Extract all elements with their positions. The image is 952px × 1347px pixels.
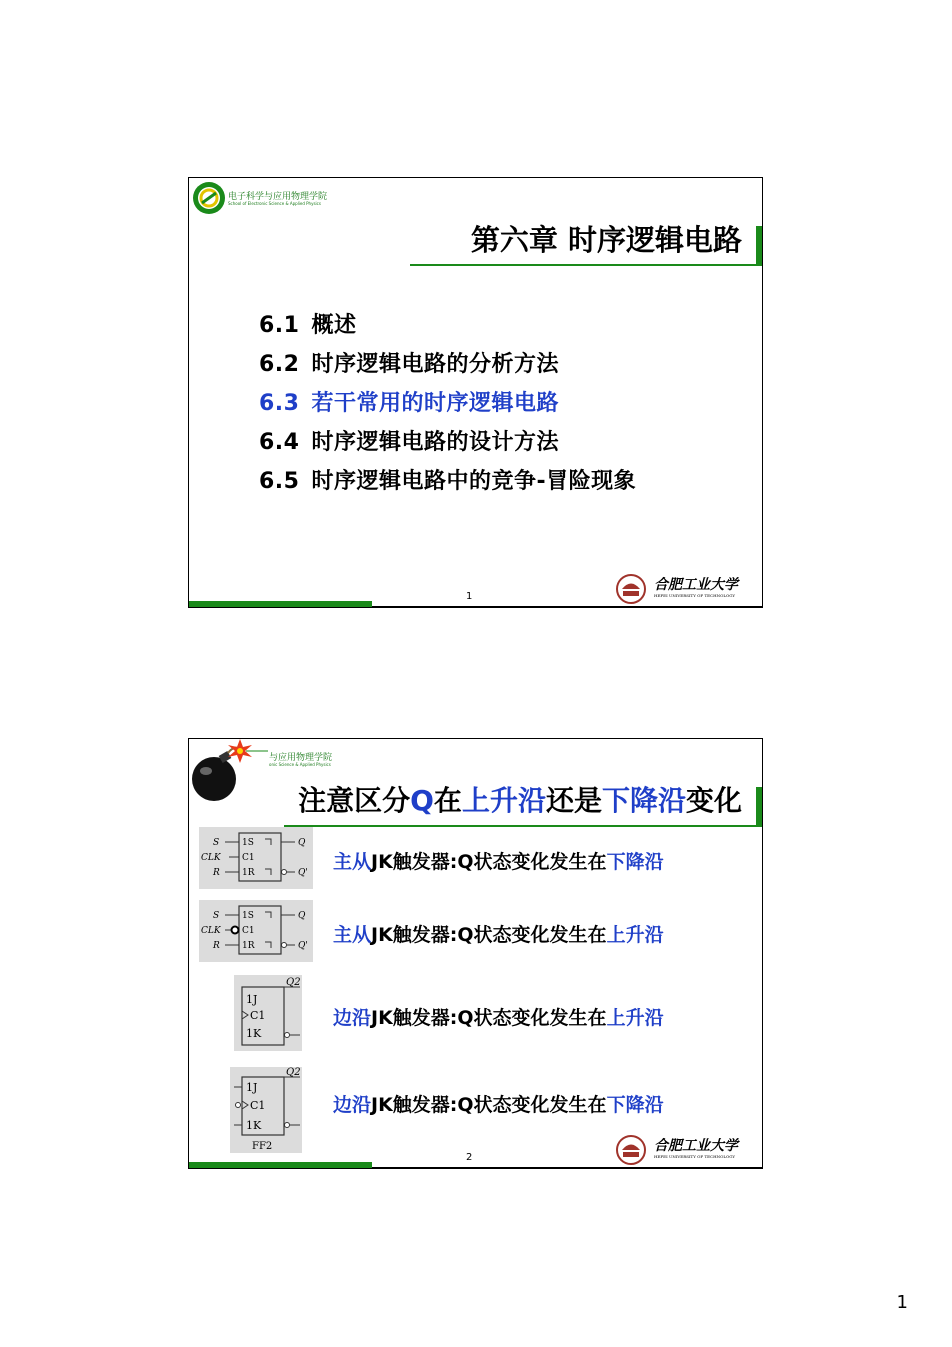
fig-label: 1J	[246, 993, 258, 1006]
document-page-number: 1	[896, 1292, 908, 1313]
toc-item: 6.2 时序逻辑电路的分析方法	[259, 352, 559, 377]
university-logo	[612, 1135, 758, 1165]
ff-description-row: 边沿JK触发器:Q状态变化发生在下降沿	[333, 1094, 664, 1116]
fig-label: FF2	[252, 1141, 273, 1152]
title-part: 还是	[545, 784, 602, 817]
fig-label: CLK	[201, 853, 221, 863]
fig-label: CLK	[201, 926, 221, 936]
fig-label: S	[213, 838, 220, 848]
slide-title: 第六章 时序逻辑电路	[470, 223, 742, 257]
fig-label: 1K	[246, 1119, 262, 1132]
footer-line	[372, 606, 762, 607]
fig-label: 1J	[246, 1081, 258, 1094]
table-of-contents	[259, 306, 636, 501]
edge-ff-falling-diagram	[230, 1067, 302, 1153]
school-name-cn: 与应用物理学院	[269, 753, 333, 763]
fig-label: 1K	[246, 1027, 262, 1040]
fig-label: 1R	[242, 868, 255, 878]
university-name-cn: 合肥工业大学	[654, 1138, 738, 1154]
university-emblem-icon	[616, 1135, 646, 1165]
footer-green-bar	[189, 1162, 372, 1168]
fig-label: 1S	[242, 911, 254, 921]
university-emblem-icon	[616, 574, 646, 604]
ff-description-row: 主从JK触发器:Q状态变化发生在下降沿	[333, 851, 664, 873]
title-part: 变化	[685, 784, 742, 817]
fig-label: Q2	[286, 1067, 301, 1078]
slide-2	[188, 738, 763, 1169]
title-underline	[284, 825, 762, 827]
title-part: 上升沿	[461, 784, 546, 817]
title-accent-bar	[756, 787, 762, 827]
title-part: 注意区分	[298, 784, 411, 817]
footer-green-bar	[189, 601, 372, 607]
toc-item-active: 6.3 若干常用的时序逻辑电路	[259, 391, 559, 416]
toc-item: 6.5 时序逻辑电路中的竞争-冒险现象	[259, 469, 637, 494]
edge-ff-rising-diagram	[234, 975, 302, 1051]
title-part: Q	[410, 784, 434, 817]
master-slave-ff-diagram	[199, 827, 313, 889]
toc-item: 6.4 时序逻辑电路的设计方法	[259, 430, 559, 455]
university-logo	[612, 574, 758, 604]
bomb-icon	[190, 739, 270, 803]
slide-1	[188, 177, 763, 608]
master-slave-ff-inverted-clock-diagram	[199, 900, 313, 962]
title-part: 下降沿	[601, 784, 686, 817]
fig-label: R	[213, 941, 220, 951]
fig-label: Q2	[286, 977, 301, 988]
fig-label: 1R	[242, 941, 255, 951]
fig-label: 1S	[242, 838, 254, 848]
ff-description-row: 边沿JK触发器:Q状态变化发生在上升沿	[333, 1007, 664, 1029]
school-name-en: School of Electronic Science & Applied Physics	[228, 201, 321, 206]
footer-line	[372, 1167, 762, 1168]
school-name-cn: 电子科学与应用物理学院	[228, 192, 328, 202]
ff-description-row: 主从JK触发器:Q状态变化发生在上升沿	[333, 924, 664, 946]
title-underline	[410, 264, 762, 266]
school-logo-icon	[192, 181, 226, 215]
fig-label: C1	[242, 853, 255, 863]
fig-label: R	[213, 868, 220, 878]
fig-label: C1	[250, 1009, 266, 1022]
slide-page-number: 2	[466, 1152, 473, 1163]
fig-label: Q	[298, 838, 306, 848]
school-name-en: onic Science & Applied Physics	[269, 762, 331, 767]
university-name-cn: 合肥工业大学	[654, 577, 738, 593]
fig-label: Q'	[298, 941, 308, 951]
fig-label: Q	[298, 911, 306, 921]
fig-label: S	[213, 911, 220, 921]
slide-title	[298, 779, 742, 819]
title-part: 在	[433, 784, 462, 817]
title-accent-bar	[756, 226, 762, 266]
toc-item: 6.1 概述	[259, 313, 357, 338]
fig-label: C1	[242, 926, 255, 936]
university-name-en: HEFEI UNIVERSITY OF TECHNOLOGY	[654, 1154, 736, 1159]
university-name-en: HEFEI UNIVERSITY OF TECHNOLOGY	[654, 593, 736, 598]
fig-label: Q'	[298, 868, 308, 878]
fig-label: C1	[250, 1099, 266, 1112]
slide-page-number: 1	[466, 591, 473, 602]
